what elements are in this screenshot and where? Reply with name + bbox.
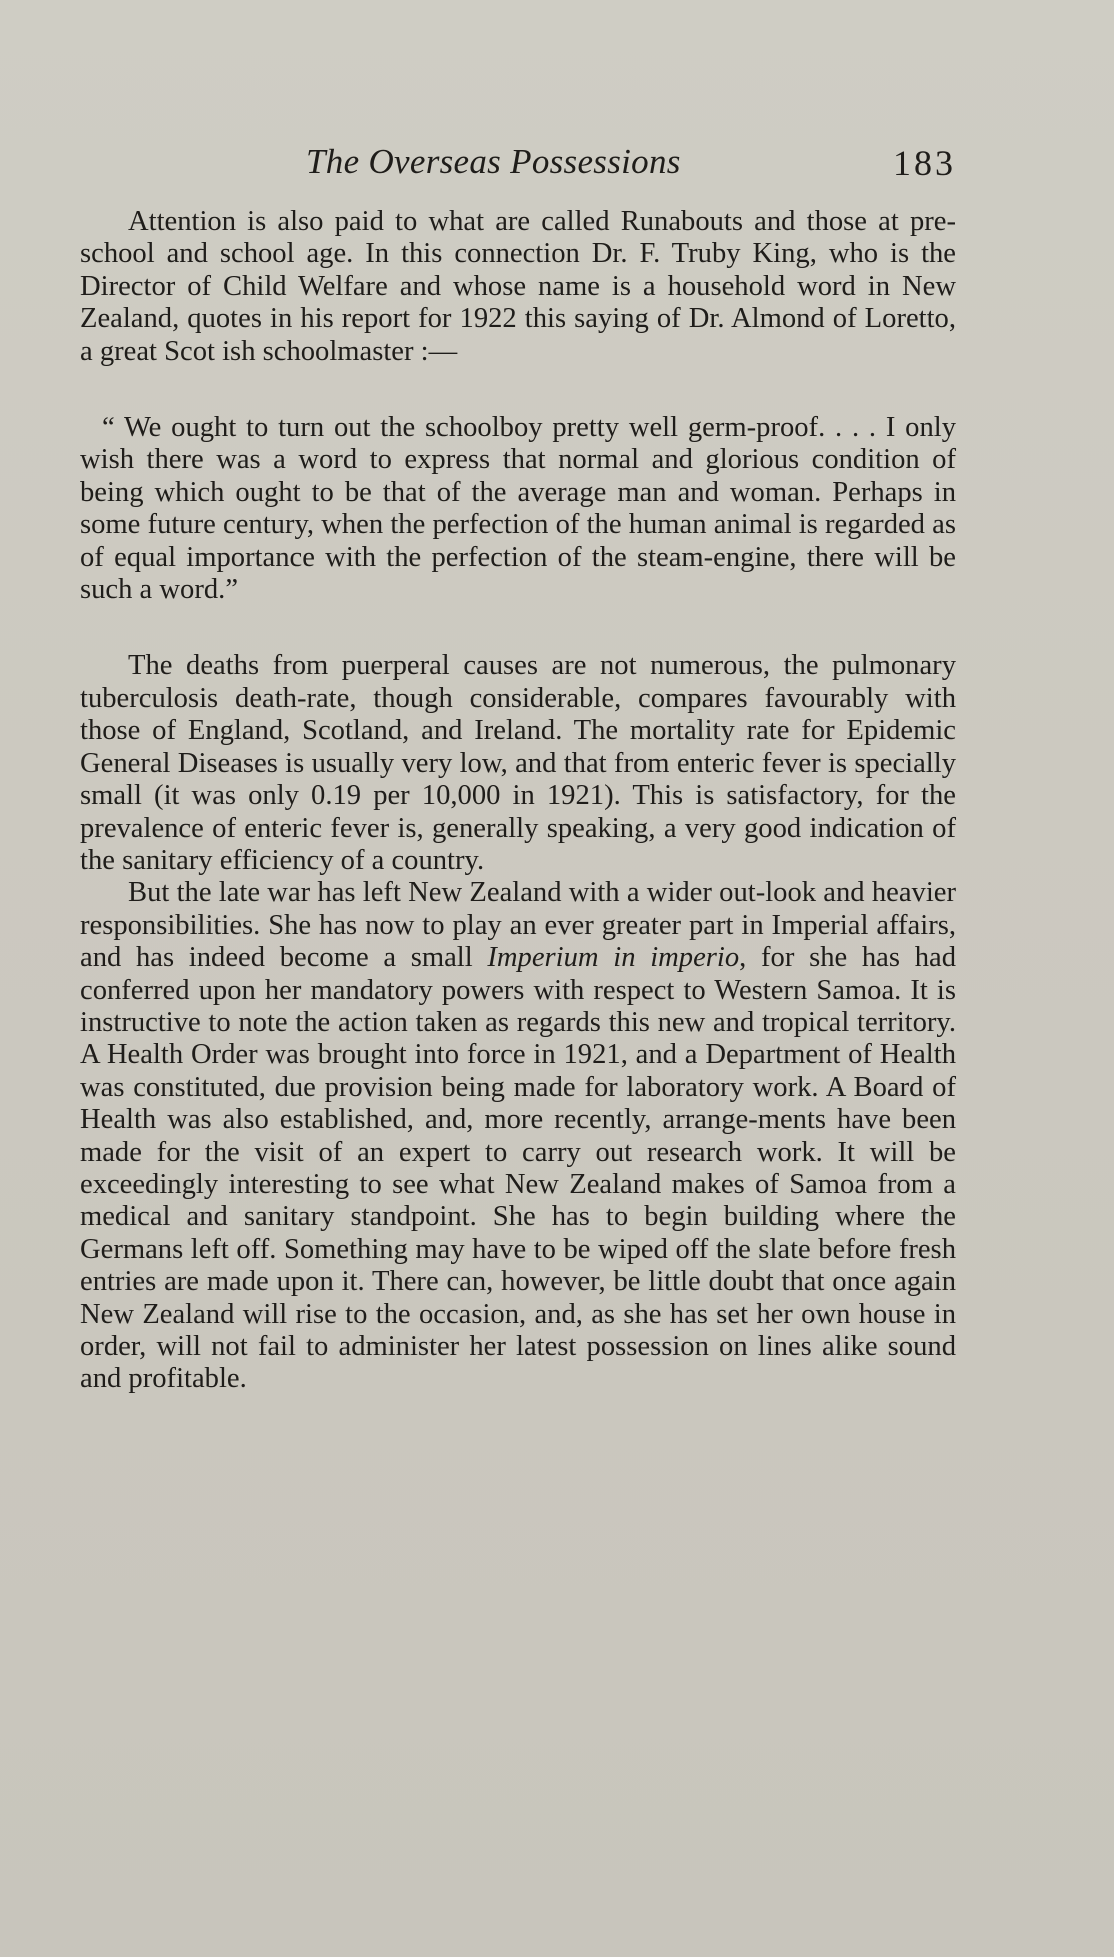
paragraph-late-war: [80, 877, 956, 1396]
paragraph-deaths: The deaths from puerperal causes are not numerous, the pulmonary tuberculosis death-rate, though considerable, compares favourably with those of England, Scotland, and Ireland. The mortality rate for Epidemic General Diseases is usually very low, and that from enteric fever is specially small (it was only 0.19 per 10,000 in 1921). This is satisfactory, for the prevalence of enteric fever is, generally speaking, a very good indication of the sanitary efficiency of a country.: [80, 650, 956, 876]
paragraph-late-war-start: But the late war has left New Zealand with a wider out-look and heavier responsibilities. She has now to play an ever greater part in Imperial affairs, and has indeed become a small: [80, 877, 956, 974]
paragraph-late-war-rest: , for she has had conferred upon her mandatory powers with respect to Western Samoa. It is instructive to note the action taken as regards this new and tropical territory. A Health Order was brought into force in 1921, and a Department of Health was constituted, due provision being made for laboratory work. A Board of Health was also established, and, more recently, arrange-ments have been made for the visit of an expert to carry out research work. It will be exceedingly interesting to see what New Zealand makes of Samoa from a medical and sanitary standpoint. She has to begin building where the Germans left off. Something may have to be wiped off the slate before fresh entries are made upon it. There can, however, be little doubt that once again New Zealand will rise to the occasion, and, as she has set her own house in order, will not fail to administer her latest possession on lines alike sound and profitable.: [80, 942, 956, 1395]
paragraph-runabouts: Attention is also paid to what are called Runabouts and those at pre-school and school age. In this connection Dr. F. Truby King, who is the Director of Child Welfare and whose name is a household word in New Zealand, quotes in his report for 1922 this saying of Dr. Almond of Loretto, a great Scot ish schoolmaster :—: [80, 206, 956, 367]
imperium-phrase: Imperium in imperio: [487, 942, 740, 974]
running-title: The Overseas Possessions: [306, 142, 681, 181]
block-quote: “ We ought to turn out the schoolboy pretty well germ-proof. . . . I only wish there was a word to express that normal and glorious condition of being which ought to be that of the average man and woman. Perhaps in some future century, when the perfection of the human animal is regarded as of equal importance with the perfection of the steam-engine, there will be such a word.”: [80, 412, 956, 606]
page-number: 183: [893, 143, 956, 183]
running-head: [80, 142, 956, 192]
body-text: [80, 206, 956, 1396]
